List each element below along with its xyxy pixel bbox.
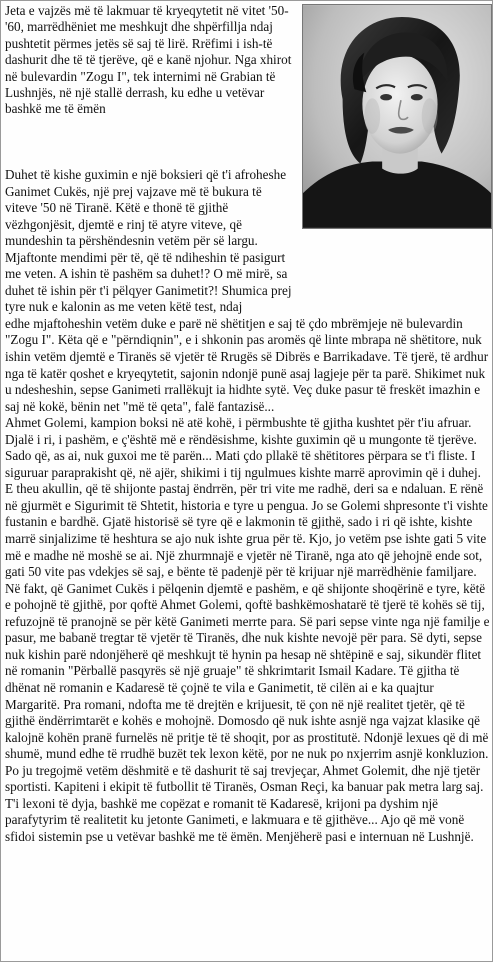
body-paragraph-4: Në fakt, që Ganimet Cukës i pëlqenin djemtë e pashëm, e që shijonte shoqërinë e tyre, këtë e pohojnë të gjithë, por qoftë Ahmet Golemi, qoftë bashkëmoshatarë të tjerë të kohës së tij, refuzojnë të pranojnë se për këtë Ganimeti merrte para. Së pari sepse vinte nga një familje e pasur, me babanë tregtar të vjetër të Tiranës, dhe nuk kishte nevojë për para. Së dyti, sepse nuk kishin parë ndonjëherë që meshkujt të hynin pa hesap në shtëpinë e saj, sikundër flitet në romanin "Përballë pasqyrës së një gruaje" të shkrimtarit Ismail Kadare. Të gjitha të dhënat në romanin e Kadaresë të çojnë te vila e Ganimetit, të cilën ai e ka quajtur Margaritë. Pra romani, ndofta me të drejtën e krijuesit, të çon në një realitet tjetër, që të gjithë ëndërrimtarët e kohës e mohojnë. Domosdo që nuk ishte asnjë nga vajzat klasike që kalojnë kohën pranë furnelës në pritje të të shoqit, por as prostitutë. Ndonjë lexues që di më shumë, mund edhe të rrudhë buzët tek lexon këtë, por ne nuk po nxjerrim asnjë konkluzion. Po ju tregojmë vetëm dëshmitë e të dashurit të saj trevjeçar, Ahmet Golemit, dhe një tjetër sportisti. Kapiteni i ekipit të futbollit të Tiranës, Osman Reçi, ka banuar pak metra larg saj. T'i lexoni të dyja, bashkë me copëzat e romanit të Kadaresë, krijoni pa dyshim një parafytyrim të realitetit ku jetonte Ganimeti, e lakmuara e të gjithëve... Ajo që më vonë sfidoi sistemin pse u vetëvar bashkë me të ëmën. Menjëherë pasi e internuan në Lushnjë.	[5, 580, 490, 844]
body-paragraph-1-narrow: Duhet të kishe guximin e një boksieri që t'i afroheshe Ganimet Cukës, një prej vajzave më të bukura të viteve '50 në Tiranë. Këtë e thonë të gjithë vëzhgonjësit, djemtë e rinj të atyre viteve, që mundeshin ta përshëndesnin vetëm për së largu. Mjaftonte mendimi për të, që të ndiheshin të pasigurt me veten. A ishin të pashëm sa duhet!? O më mirë, sa duhet të ishin për t'i pëlqyer Ganimetit?! Shumica prej tyre nuk e kalonin as me veten këtë test, ndaj	[5, 167, 292, 315]
body-paragraph-3: E theu akullin, që të shijonte pastaj ëndrrën, për tri vite me radhë, deri sa e ndaluan. E rënë në gjurmët e Sigurimit të Shtetit, historia e tyre u pengua. Jo se Golemi shpresonte t'i vishte fustanin e bardhë. Gjatë historisë së tyre që e lakmonin të gjithë, sado i ri që ishte, kishte marrë sinjalizime të heshtura se ajo nuk ishte grua për të. Kjo, jo vetëm pse ishte gati 5 vite më e madhe në moshë se ai. Një zhurmnajë e vjetër në Tiranë, nga ato që jehojnë ende sot, gati 50 vite pas vdekjes së saj, e bënte të padenjë për të krijuar një marrëdhënie familjare.	[5, 481, 488, 580]
article-body	[5, 167, 491, 845]
intro-block	[5, 3, 297, 118]
body-paragraph-1-wide: edhe mjaftoheshin vetëm duke e parë në shëtitjen e saj të çdo mbrëmjeje në bulevardin "Zogu I". Këta që e "përndiqnin", e i shkonin pas aromës që linte mbrapa në shëtitore, nuk ishin vetëm djemtë e Tiranës së vjetër të Rrugës së Dibrës e Barrikadave. Të tjerë, të ardhur nga të katër qoshet e kryeqytetit, sajonin ndonjë punë asaj lagjeje për ta parë. Shikimet nuk u ndesheshin, sepse Ganimeti rrallëkujt ia hidhte sytë. Veç duke pasur të freskët imazhin e saj në kokë, bënin net "më të qeta", falë fantazisë...	[5, 315, 489, 414]
intro-paragraph: Jeta e vajzës më të lakmuar të kryeqytetit në vitet '50-'60, marrëdhëniet me meshkujt dhe shpërfillja ndaj pushtetit përmes jetës së saj të lirë. Rrëfimi i ish-të dashurit dhe të të tjerëve, që e kanë njohur. Nga xhirot në bulevardin "Zogu I", tek internimi në Grabian të Lushnjës, në një stallë derrash, ku edhe u vetëvar bashkë me të ëmën	[5, 3, 292, 117]
body-paragraph-2: Ahmet Golemi, kampion boksi në atë kohë, i përmbushte të gjitha kushtet për t'iu afruar. Djalë i ri, i pashëm, e ç'është më e rëndësishme, kishte guximin që u mungonte të tjerëve. Sado që, as ai, nuk guxoi me të parën... Mati çdo pllakë të shëtitores përpara se t'i fliste. I siguruar paraprakisht që, në ajër, shikimi i tij ngulmues kishte marrë aprovimin që i duhej.	[5, 415, 481, 480]
